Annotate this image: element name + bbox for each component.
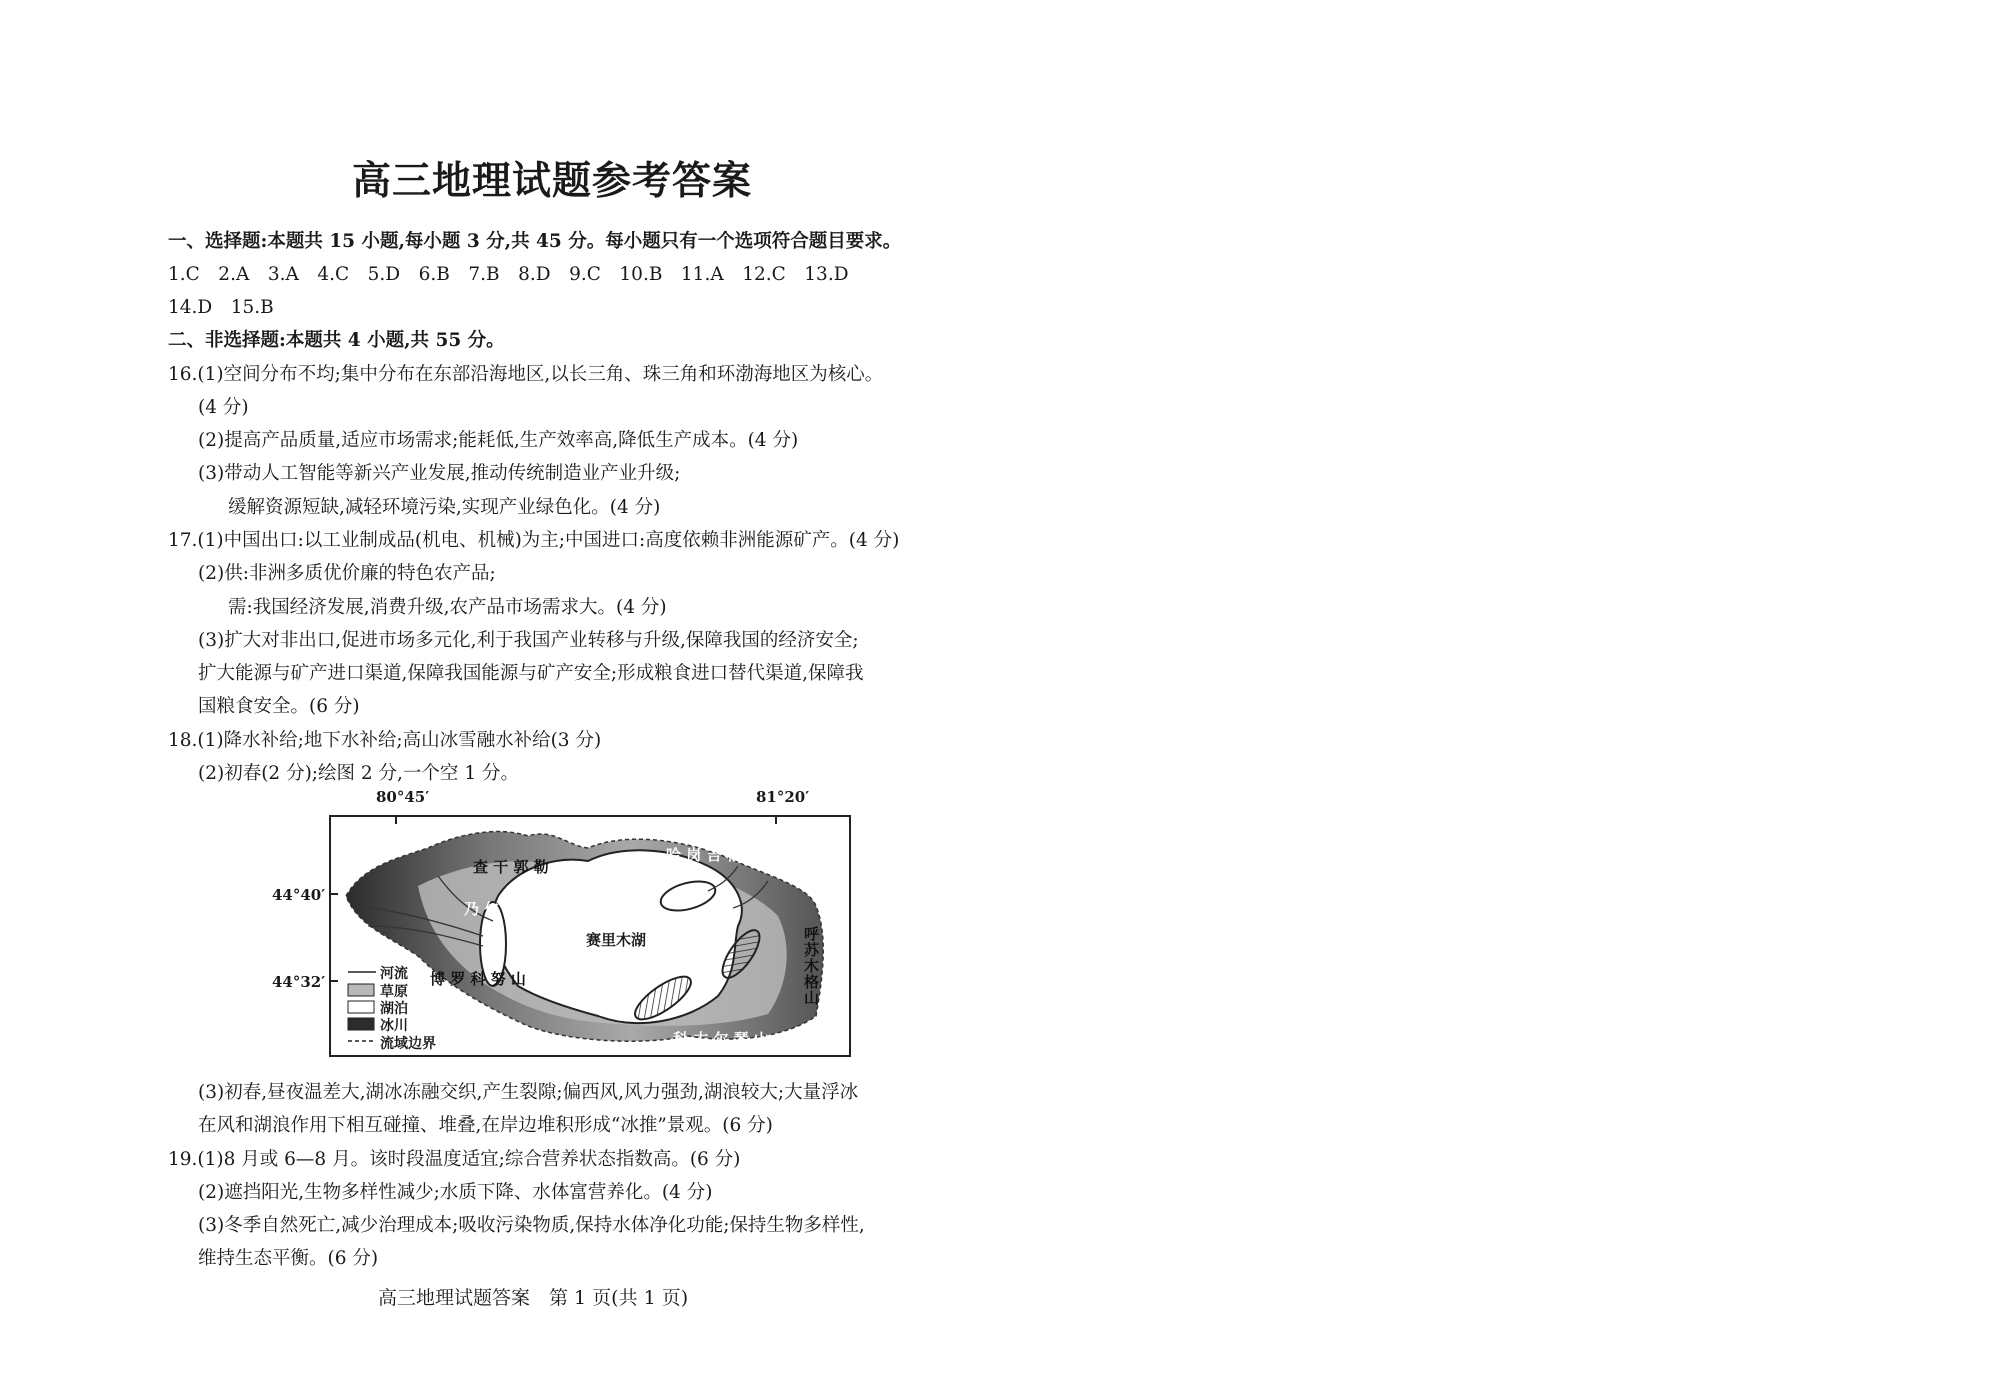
legend-glacier-swatch [348, 1018, 374, 1030]
sayram-lake-map [268, 786, 858, 1061]
lon-label-2: 81°20′ [756, 788, 810, 806]
section1-heading: 一、选择题:本题共 15 小题,每小题 3 分,共 45 分。每小题只有一个选项符合题目要求。 [168, 231, 902, 252]
mountain-label-southwest: 博 罗 科 努 山 [430, 970, 526, 988]
mountain-label-south: 科 古 尔 琴 山 [673, 1030, 769, 1048]
lon-label-1: 80°45′ [376, 788, 430, 806]
legend-lake-swatch [348, 1001, 374, 1013]
mc-answers-line2: 14.D 15.B [168, 297, 274, 318]
legend-grassland-label: 草原 [380, 984, 408, 1000]
legend-glacier-label: 冰川 [380, 1018, 408, 1034]
section2-heading: 二、非选择题:本题共 4 小题,共 55 分。 [168, 330, 505, 351]
q16-line4: (3)带动人工智能等新兴产业发展,推动传统制造业产业升级; [198, 463, 681, 484]
q16-line3: (2)提高产品质量,适应市场需求;能耗低,生产效率高,降低生产成本。(4 分) [198, 430, 799, 451]
q18-line2: (2)初春(2 分);绘图 2 分,一个空 1 分。 [198, 763, 519, 784]
q17-line6: 国粮食安全。(6 分) [198, 696, 360, 717]
q19-line1: 19.(1)8 月或 6—8 月。该时段温度适宜;综合营养状态指数高。(6 分) [168, 1149, 741, 1170]
q16-line5: 缓解资源短缺,减轻环境污染,实现产业绿色化。(4 分) [228, 497, 661, 518]
river-label: 乃 仁 乌 苏 河 [464, 900, 560, 918]
legend-river-label: 河流 [380, 966, 408, 982]
lat-label-2: 44°32′ [272, 973, 326, 991]
mountain-label-north: 哈 岗 吉 格 山 [666, 846, 762, 864]
map-graphic [268, 786, 858, 1061]
mc-answers-line1: 1.C 2.A 3.A 4.C 5.D 6.B 7.B 8.D 9.C 10.B 11.A 12.C 13.D [168, 264, 849, 285]
q17-line3: 需:我国经济发展,消费升级,农产品市场需求大。(4 分) [228, 597, 667, 618]
page-footer: 高三地理试题答案 第 1 页(共 1 页) [378, 1287, 689, 1309]
mountain-label-east: 呼 苏 木 格 山 [804, 925, 820, 1007]
q18-line1: 18.(1)降水补给;地下水补给;高山冰雪融水补给(3 分) [168, 730, 602, 751]
legend-boundary-label: 流域边界 [380, 1036, 436, 1052]
q19-line3: (3)冬季自然死亡,减少治理成本;吸收污染物质,保持水体净化功能;保持生物多样性, [198, 1215, 865, 1236]
legend-lake-label: 湖泊 [380, 1001, 408, 1017]
q19-line4: 维持生态平衡。(6 分) [198, 1248, 379, 1269]
mountain-label-northwest: 查 干 郭 勒 [473, 858, 549, 876]
q17-line1: 17.(1)中国出口:以工业制成品(机电、机械)为主;中国进口:高度依赖非洲能源矿产。(4 分) [168, 530, 900, 551]
q17-line2: (2)供:非洲多质优价廉的特色农产品; [198, 563, 496, 584]
q16-line1: 16.(1)空间分布不均;集中分布在东部沿海地区,以长三角、珠三角和环渤海地区为核心。 [168, 364, 884, 385]
q16-line2: (4 分) [198, 397, 249, 418]
q17-line5: 扩大能源与矿产进口渠道,保障我国能源与矿产安全;形成粮食进口替代渠道,保障我 [198, 663, 864, 684]
q18-line4: 在风和湖浪作用下相互碰撞、堆叠,在岸边堆积形成“冰推”景观。(6 分) [198, 1115, 773, 1136]
q17-line4: (3)扩大对非出口,促进市场多元化,利于我国产业转移与升级,保障我国的经济安全; [198, 630, 859, 651]
legend-grassland-swatch [348, 984, 374, 996]
lake-label: 赛里木湖 [586, 931, 647, 949]
q19-line2: (2)遮挡阳光,生物多样性减少;水质下降、水体富营养化。(4 分) [198, 1182, 713, 1203]
q18-line3: (3)初春,昼夜温差大,湖冰冻融交织,产生裂隙;偏西风,风力强劲,湖浪较大;大量浮冰 [198, 1082, 859, 1103]
lat-label-1: 44°40′ [272, 886, 326, 904]
page-title: 高三地理试题参考答案 [352, 158, 753, 204]
